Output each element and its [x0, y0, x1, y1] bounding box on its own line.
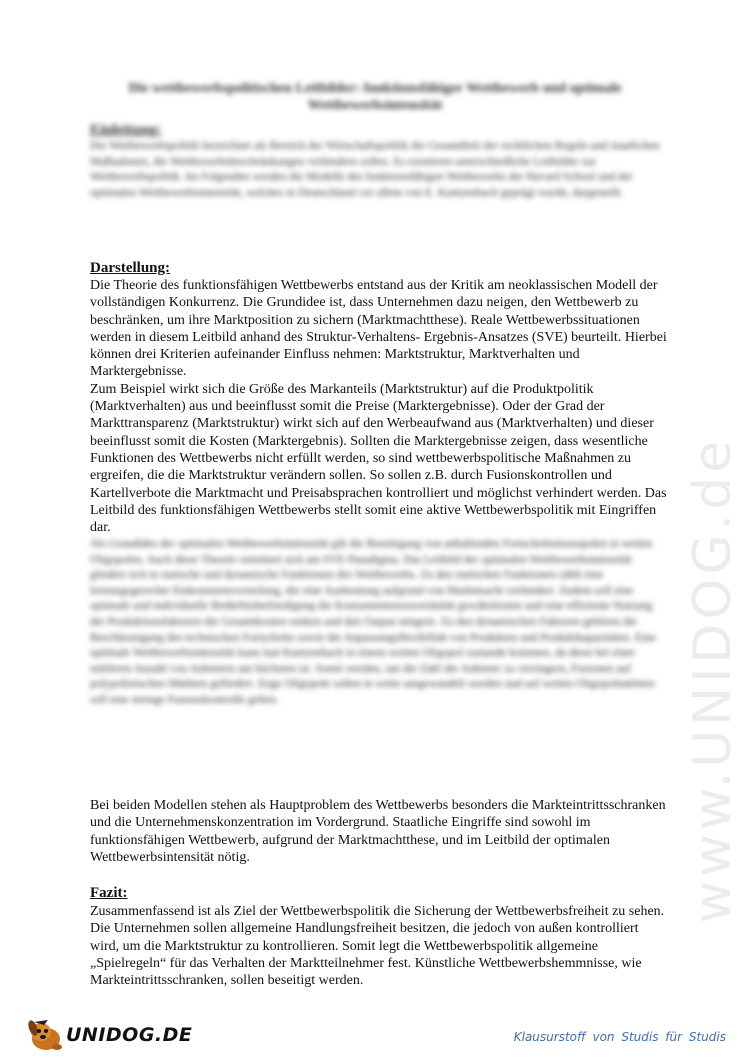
- darstellung-paragraph-1: Die Theorie des funktionsfähigen Wettbewerbs entstand aus der Kritik am neoklassischen Modell der vollständigen Konkurrenz. Die Grundidee ist, dass Unternehmen dazu neigen, den Wettbewerb zu beschränken, um ihre Marktposition zu sichern (Marktmachtthese). Reale Wettbewerbssituationen werden in diesem Leitbild anhand des Struktur-Verhaltens- Ergebnis-Ansatzes (SVE) beurteilt. Hierbei können drei Kriterien aufeinander Einfluss nehmen: Marktstruktur, Marktverhalten und Marktergebnisse.: [90, 278, 667, 380]
- document-title: Die wettbewerbspolitischen Leitbilder: funktionsfähiger Wettbewerb und optimale Wettbewerbsintensität: [128, 81, 622, 113]
- darstellung-closing-text: Bei beiden Modellen stehen als Hauptproblem des Wettbewerbs besonders die Markteintrittsschranken und die Unternehmenskonzentration im Vordergrund. Staatliche Eingriffe sind sowohl im funktionsfähigen Wettbewerb, aufgrund der Marktmachtthese, und im Leitbild der optimalen Wettbewerbsintensität nötig.: [90, 798, 666, 865]
- unidog-logo: [24, 1014, 193, 1054]
- fazit-text: Zusammenfassend ist als Ziel der Wettbewerbspolitik die Sicherung der Wettbewerbsfreiheit zu sehen. Die Unternehmen sollen allgemeine Handlungsfreiheit besitzen, die jedoch von außen kontrolliert wird, um die Marktstruktur zu kontrollieren. Somit legt die Wettbewerbspolitik allgemeine „Spielregeln“ für das Verhalten der Marktteilnehmer fest. Künstliche Wettbewerbshemmnisse, wie Markteintrittsschranken, sollen beseitigt werden.: [90, 904, 665, 989]
- footer-slogan: Klausurstoff von Studis für Studis: [513, 1030, 726, 1044]
- darstellung-visible-text: [90, 277, 670, 536]
- watermark-text: www.UNIDOG.de: [683, 436, 743, 924]
- section-heading-einleitung: Einleitung:: [90, 122, 162, 138]
- logo-text: UNIDOG.DE: [66, 1024, 193, 1046]
- section-heading-darstellung: Darstellung:: [90, 260, 170, 276]
- einleitung-text: Die Wettbewerbspolitik bezeichnet als Bereich der Wirtschaftspolitik die Gesamtheit der rechtlichen Regeln und staatlichen Maßnahmen, die Wettbewerbsbeschränkungen verhindern sollen. Es existieren unterschiedliche Leitbilder zur Wettbewerbspolitik. Im Folgenden werden die Modelle des funktionsfähigen Wettbewerbs der Havard School und der optimalen Wettbewerbsintensität, welches in Deutschland vor allem von E. Kantzenbach geprägt wurde, dargestellt.: [90, 140, 660, 199]
- darstellung-paragraph-2: Zum Beispiel wirkt sich die Größe des Markanteils (Marktstruktur) auf die Produktpolitik (Marktverhalten) aus und beeinflusst somit die Preise (Marktergebnisse). Oder der Grad der Markttransparenz (Marktstruktur) wirkt sich auf den Werbeaufwand aus (Marktverhalten) und dieser beeinflusst somit die Kosten (Marktergebnis). Sollten die Marktergebnisse zeigen, dass wesentliche Funktionen des Wettbewerbs nicht erfüllt werden, so sind wettbewerbspolitische Maßnahmen zu ergreifen, die die Marktstruktur verändern sollen. So sollen z.B. durch Fusionskontrollen und Kartellverbote die Marktmacht und Preisabsprachen kontrolliert und möglichst verhindert werden. Das Leitbild des funktionsfähigen Wettbewerbs stellt somit eine aktive Wettbewerbspolitik mit Eingriffen dar.: [90, 381, 667, 536]
- section-heading-fazit: Fazit:: [90, 885, 128, 901]
- watermark: [668, 436, 750, 924]
- darstellung-blurred-text: Als Grundidee der optimalen Wettbewerbsintensität gilt die Beseitigung von anhaltenden Fortschrittsmonopolen in weiten Oligopolen. Auch diese Theorie orientiert sich am SVE-Paradigma. Das Leitbild der optimalen Wettbewerbsintensität gliedert sich in statische und dynamische Funktionen des Wettbewerbs. Zu den statischen Funktionen zählt eine leistungsgerechte Einkommensverteilung, die eine Ausbeutung aufgrund von Marktmacht verhindert. Zudem soll eine optimale und individuelle Bedürfnisbefriedigung die Konsumentensouveränität gewährleisten und eine effiziente Nutzung der Produktionsfaktoren die Gesamtkosten senken und den Output steigern. Zu den dynamischen Faktoren gehören die Beschleunigung des technischen Fortschritts sowie die Anpassungsflexibilität von Produkten und Produktkapazitäten. Eine optimale Wettbewerbsintensität kann laut Kantzenbach in einem weiten Oligopol zustande kommen, da diese bei einer mittleren Anzahl von Anbietern am höchsten ist. Somit werden, um die Zahl der Anbieter zu verringern, Fusionen auf polypolistischen Märkten gefördert. Enge Oligopole sollen in weite umgewandelt werden und auf weiten Oligopolmärkten soll eine strenge Fusionskontrolle gelten.: [90, 538, 656, 706]
- dog-mascot-icon: [24, 1014, 68, 1054]
